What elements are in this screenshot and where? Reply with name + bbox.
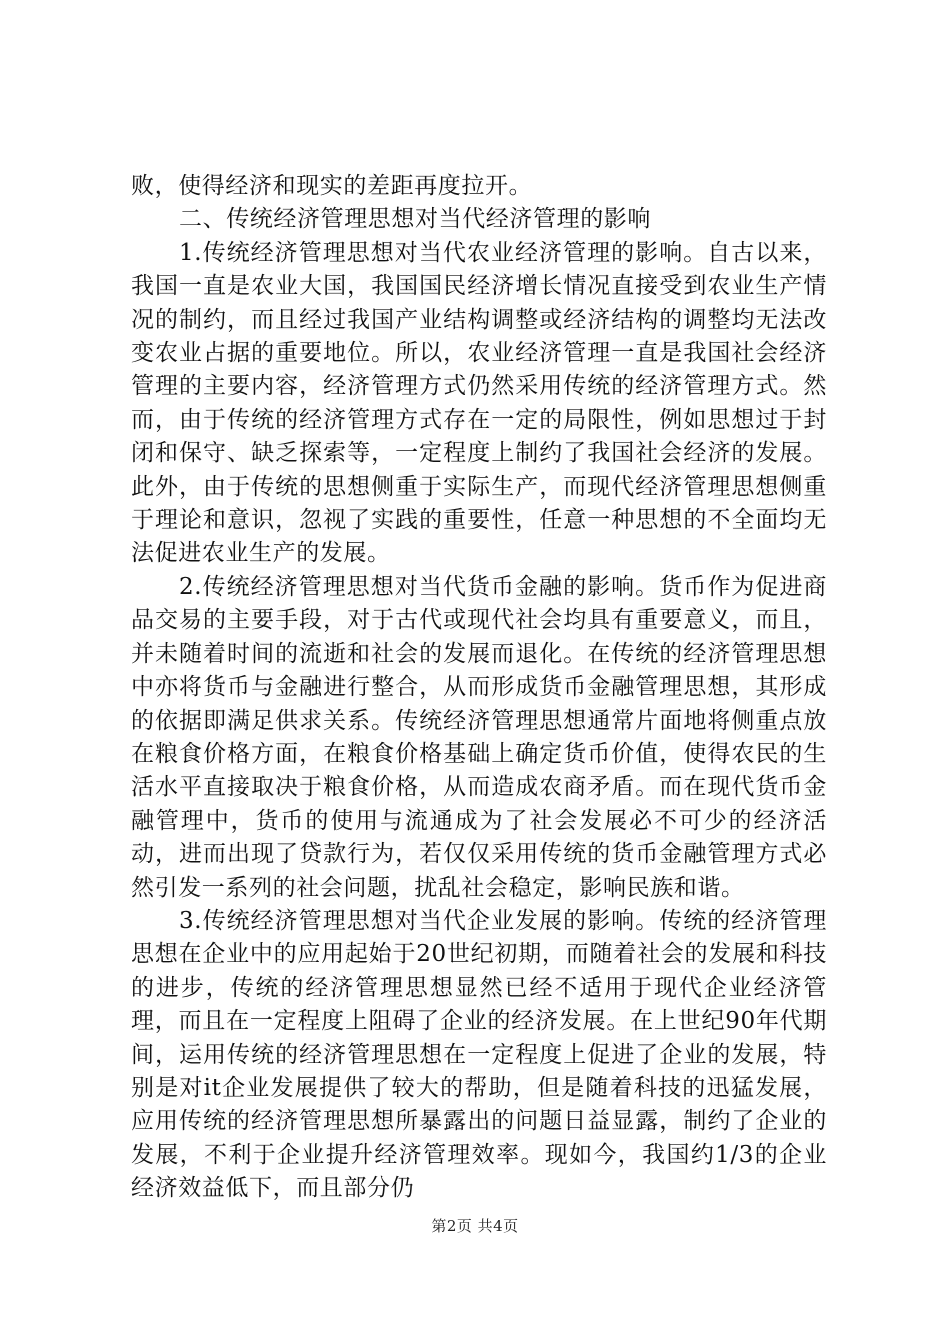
- paragraph-enterprise: 3.传统经济管理思想对当代企业发展的影响。传统的经济管理思想在企业中的应用起始于20世纪初期，而随着社会的发展和科技的进步，传统的经济管理思想显然已经不适用于现代企业经济管理，而且在一定程度上阻碍了企业的经济发展。在上世纪90年代期间，运用传统的经济管理思想在一定程度上促进了企业的发展，特别是对it企业发展提供了较大的帮助，但是随着科技的迅猛发展，应用传统的经济管理思想所暴露出的问题日益显露，制约了企业的发展，不利于企业提升经济管理效率。现如今，我国约1/3的企业经济效益低下，而且部分仍: [131, 907, 827, 1202]
- page-number-footer: 第2页 共4页: [431, 1217, 519, 1235]
- paragraph-agriculture: 1.传统经济管理思想对当代农业经济管理的影响。自古以来，我国一直是农业大国，我国国民经济增长情况直接受到农业生产情况的制约，而且经过我国产业结构调整或经济结构的调整均无法改变农业占据的重要地位。所以，农业经济管理一直是我国社会经济管理的主要内容，经济管理方式仍然采用传统的经济管理方式。然而，由于传统的经济管理方式存在一定的局限性，例如思想过于封闭和保守、缺乏探索等，一定程度上制约了我国社会经济的发展。此外，由于传统的思想侧重于实际生产，而现代经济管理思想侧重于理论和意识，忽视了实践的重要性，任意一种思想的不全面均无法促进农业生产的发展。: [131, 239, 827, 567]
- section-heading: 二、传统经济管理思想对当代经济管理的影响: [179, 206, 651, 233]
- paragraph-monetary-finance: 2.传统经济管理思想对当代货币金融的影响。货币作为促进商品交易的主要手段，对于古代或现代社会均具有重要意义，而且，并未随着时间的流逝和社会的发展而退化。在传统的经济管理思想中亦将货币与金融进行整合，从而形成货币金融管理思想，其形成的依据即满足供求关系。传统经济管理思想通常片面地将侧重点放在粮食价格方面，在粮食价格基础上确定货币价值，使得农民的生活水平直接取决于粮食价格，从而造成农商矛盾。而在现代货币金融管理中，货币的使用与流通成为了社会发展必不可少的经济活动，进而出现了贷款行为，若仅仅采用传统的货币金融管理方式必然引发一系列的社会问题，扰乱社会稳定，影响民族和谐。: [131, 573, 827, 901]
- document-body: [131, 170, 827, 1206]
- paragraph-continuation: 败，使得经济和现实的差距再度拉开。: [131, 173, 533, 199]
